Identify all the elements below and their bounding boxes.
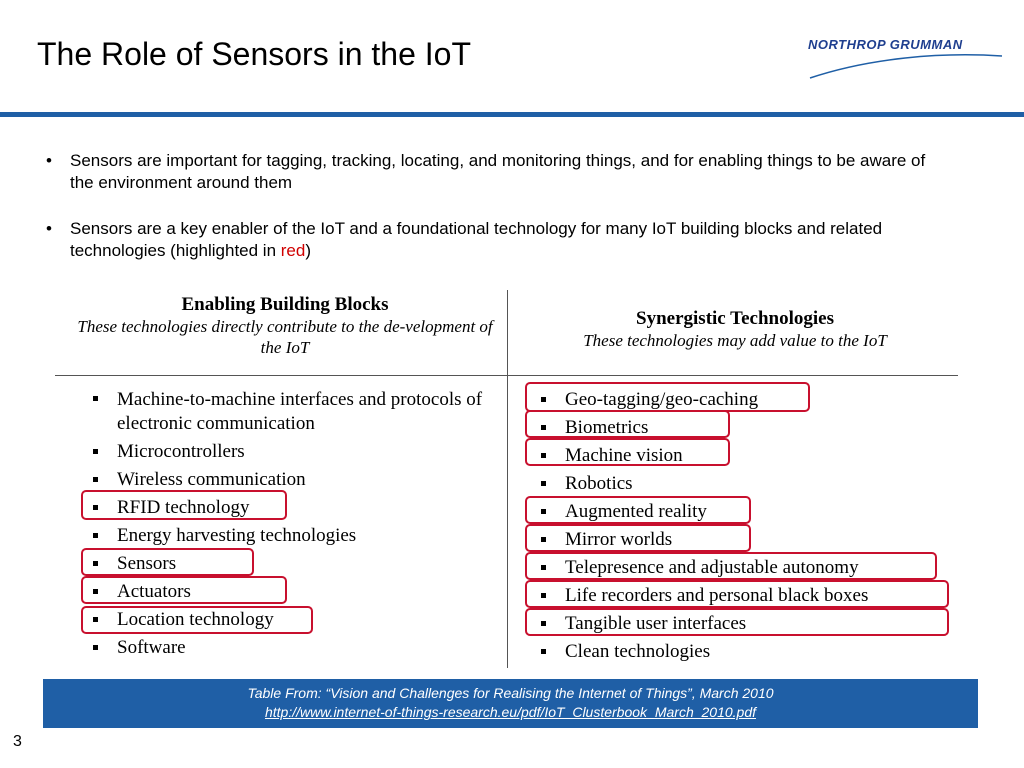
list-item-label: Clean technologies (565, 641, 711, 662)
list-item-label: Software (117, 637, 186, 658)
highlight-box (525, 410, 730, 438)
bullet-list (46, 150, 946, 286)
bullet-square-icon (93, 396, 98, 401)
highlight-box (525, 496, 751, 524)
list-item-label: Augmented reality (565, 501, 707, 522)
bullet-square-icon (93, 645, 98, 650)
list-item-label: Wireless communication (117, 469, 306, 490)
list-item-label: Life recorders and personal black boxes (565, 585, 869, 606)
left-column-header (75, 294, 495, 358)
right-column-subheading: These technologies may add value to the IoT (583, 331, 887, 350)
bullet-text: Sensors are a key enabler of the IoT and a foundational technology for many IoT building blocks and related technologies (highlighted in (70, 219, 883, 260)
list-item-label: Machine-to-machine interfaces and protocols of electronic communication (117, 389, 483, 434)
northrop-grumman-logo (790, 30, 1005, 85)
column-divider (507, 290, 508, 668)
right-column-header (525, 308, 945, 351)
bullet-item (46, 150, 946, 194)
list-item-label: Microcontrollers (117, 441, 245, 462)
list-item (85, 522, 495, 550)
list-item-label: Robotics (565, 473, 633, 494)
highlight-box (525, 524, 751, 552)
source-citation: Table From: “Vision and Challenges for Realising the Internet of Things”, March 2010 (247, 685, 774, 701)
list-item-label: Sensors (117, 553, 177, 574)
list-item-label: RFID technology (117, 497, 250, 518)
bullet-text: Sensors are important for tagging, tracking, locating, and monitoring things, and for enabling things to be aware of the environment around them (70, 151, 926, 192)
bullet-square-icon (93, 449, 98, 454)
highlight-box (81, 606, 313, 634)
list-item-label: Geo-tagging/geo-caching (565, 389, 759, 410)
left-column-subheading: These technologies directly contribute to the de-velopment of the IoT (77, 317, 493, 357)
bullet-dot-icon: • (46, 151, 52, 170)
list-item (85, 386, 495, 438)
highlight-box (81, 576, 287, 604)
list-item-label: Energy harvesting technologies (117, 525, 357, 546)
highlight-box (525, 552, 937, 580)
highlight-box (81, 490, 287, 520)
bullet-text-end: ) (305, 241, 312, 260)
highlight-box (525, 608, 949, 636)
list-item (533, 638, 953, 666)
list-item-label: Location technology (117, 609, 274, 630)
slide-title: The Role of Sensors in the IoT (37, 36, 471, 72)
source-link[interactable]: http://www.internet-of-things-research.eu/pdf/IoT_Clusterbook_March_2010.pdf (264, 704, 757, 720)
list-item-label: Machine vision (565, 445, 683, 466)
highlight-box (525, 382, 810, 412)
highlight-box (525, 580, 949, 608)
source-footer (43, 679, 978, 728)
bullet-square-icon (93, 533, 98, 538)
technology-table (55, 290, 960, 670)
left-column-heading: Enabling Building Blocks (181, 294, 389, 315)
header-row-divider (55, 375, 958, 376)
list-item-label: Biometrics (565, 417, 649, 438)
list-item-label: Telepresence and adjustable autonomy (565, 557, 859, 578)
list-item-label: Mirror worlds (565, 529, 673, 550)
bullet-item (46, 218, 946, 262)
header-divider (0, 112, 1024, 117)
list-item-label: Tangible user interfaces (565, 613, 747, 634)
list-item (533, 470, 953, 498)
list-item (85, 438, 495, 466)
highlight-box (525, 438, 730, 466)
bullet-dot-icon: • (46, 219, 52, 238)
page-number: 3 (13, 733, 22, 750)
logo-text: NORTHROP GRUMMAN (808, 37, 963, 52)
bullet-square-icon (541, 481, 546, 486)
list-item (85, 634, 495, 662)
list-item-label: Actuators (117, 581, 191, 602)
bullet-highlight-word: red (280, 241, 306, 260)
highlight-box (81, 548, 254, 576)
bullet-square-icon (93, 477, 98, 482)
bullet-square-icon (541, 649, 546, 654)
right-column-heading: Synergistic Technologies (636, 308, 834, 329)
